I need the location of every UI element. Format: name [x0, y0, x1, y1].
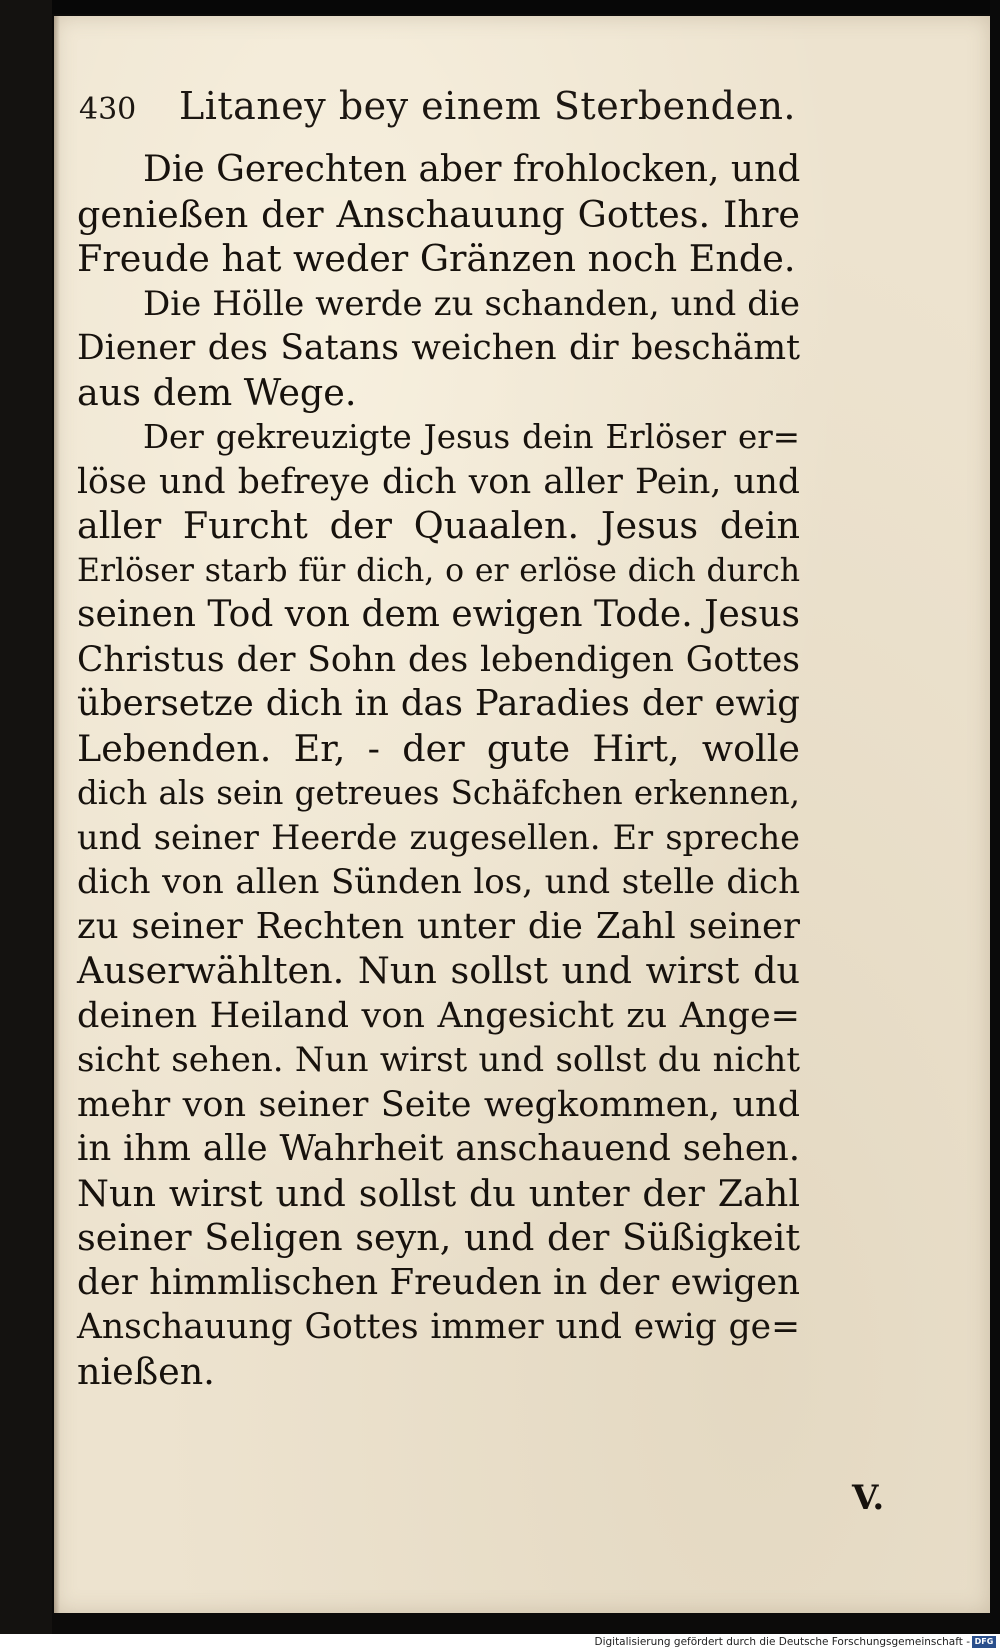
scan-right-border — [990, 0, 1000, 1651]
text-line: in ihm alle Wahrheit anschauend sehen. — [77, 1128, 800, 1169]
text-line: löse und befreye dich von aller Pein, und — [77, 461, 800, 502]
text-line: Lebenden. Er, - der gute Hirt, wolle — [77, 726, 800, 770]
text-line: deinen Heiland von Angesicht zu Ange= — [77, 995, 800, 1036]
page-number: 430 — [79, 92, 137, 127]
text-line: dich als sein getreues Schäfchen erkennen, — [77, 774, 800, 812]
text-line: sicht sehen. Nun wirst und sollst du nicht — [77, 1040, 800, 1080]
text-line: und seiner Heerde zugesellen. Er spreche — [77, 817, 800, 857]
text-line: nießen. — [77, 1349, 215, 1393]
text-line: der himmlischen Freuden in der ewigen — [77, 1261, 800, 1303]
text-line: seiner Seligen seyn, und der Süßigkeit — [77, 1216, 800, 1259]
text-line: Die Gerechten aber frohlocken, und — [143, 149, 801, 190]
text-line: genießen der Anschauung Gottes. Ihre — [77, 192, 800, 236]
text-line: dich von allen Sünden los, und stelle dich — [77, 862, 800, 902]
text-line: Die Hölle werde zu schanden, und die — [143, 283, 800, 324]
catchword: V. — [852, 1478, 885, 1518]
text-line: seinen Tod von dem ewigen Tode. Jesus — [77, 594, 800, 635]
text-body — [77, 148, 800, 1394]
page-gutter-shadow — [54, 16, 60, 1613]
text-line: Nun wirst und sollst du unter der Zahl — [77, 1171, 800, 1215]
text-line: mehr von seiner Seite wegkommen, und — [77, 1084, 800, 1125]
scan-left-border — [0, 0, 52, 1651]
text-line: zu seiner Rechten unter die Zahl seiner — [77, 905, 800, 947]
running-title: Litaney bey einem Sterbenden. — [179, 84, 797, 128]
text-line: Der gekreuzigte Jesus dein Erlöser er= — [143, 418, 800, 456]
text-line: aus dem Wege. — [77, 370, 357, 414]
text-line: Diener des Satans weichen dir beschämt — [77, 328, 800, 368]
dfg-logo-icon: DFG — [972, 1636, 996, 1648]
text-line: übersetze dich in das Paradies der ewig — [77, 683, 800, 724]
scan-top-border — [0, 0, 1000, 14]
text-line: Christus der Sohn des lebendigen Gottes — [77, 639, 800, 680]
text-line: Anschauung Gottes immer und ewig ge= — [77, 1307, 800, 1347]
text-line: Auserwählten. Nun sollst und wirst du — [77, 949, 800, 992]
text-line: aller Furcht der Quaalen. Jesus dein — [77, 504, 800, 547]
text-line: Erlöser starb für dich, o er erlöse dich durch — [77, 552, 800, 589]
text-line: Freude hat weder Gränzen noch Ende. — [77, 237, 796, 280]
page-header — [79, 84, 829, 144]
funding-credit: Digitalisierung gefördert durch die Deutsche Forschungsgemeinschaft - — [594, 1636, 970, 1648]
